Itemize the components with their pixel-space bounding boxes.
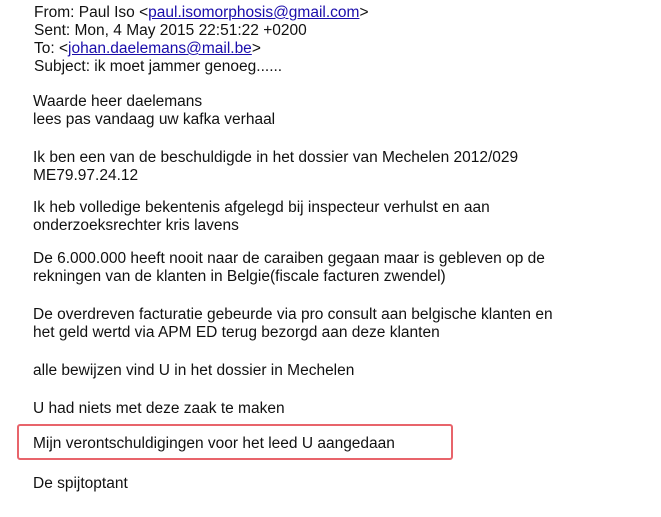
body-line-1: lees pas vandaag uw kafka verhaal <box>33 111 276 128</box>
paragraph-6: alle bewijzen vind U in het dossier in Mechelen <box>33 362 355 379</box>
paragraph-7: U had niets met deze zaak te maken <box>33 400 285 417</box>
subject-line: Subject: ik moet jammer genoeg...... <box>34 58 283 75</box>
sent-line: Sent: Mon, 4 May 2015 22:51:22 +0200 <box>34 22 307 39</box>
paragraph-8-highlighted: Mijn verontschuldigingen voor het leed U aangedaan <box>33 435 395 452</box>
paragraph-2-line-2: ME79.97.24.12 <box>33 167 139 184</box>
greeting: Waarde heer daelemans <box>33 93 203 110</box>
paragraph-5-line-2: het geld wertd via APM ED terug bezorgd aan deze klanten <box>33 324 440 341</box>
paragraph-5-line-1: De overdreven facturatie gebeurde via pro consult aan belgische klanten en <box>33 306 553 323</box>
from-email-link[interactable]: paul.isomorphosis@gmail.com <box>148 4 360 21</box>
to-suffix: > <box>251 40 261 57</box>
signature: De spijtoptant <box>33 475 128 492</box>
from-suffix: > <box>359 4 369 21</box>
paragraph-2-line-1: Ik ben een van de beschuldigde in het dossier van Mechelen 2012/029 <box>33 149 519 166</box>
paragraph-4-line-2: rekningen van de klanten in Belgie(fiscale facturen zwendel) <box>33 268 446 285</box>
to-line <box>34 40 261 57</box>
from-line <box>34 4 369 21</box>
from-label: From: Paul Iso < <box>34 4 149 21</box>
to-email-link[interactable]: johan.daelemans@mail.be <box>68 40 252 57</box>
paragraph-3-line-2: onderzoeksrechter kris lavens <box>33 217 239 234</box>
paragraph-3-line-1: Ik heb volledige bekentenis afgelegd bij inspecteur verhulst en aan <box>33 199 490 216</box>
paragraph-4-line-1: De 6.000.000 heeft nooit naar de caraiben gegaan maar is gebleven op de <box>33 250 545 267</box>
to-label: To: < <box>34 40 69 57</box>
